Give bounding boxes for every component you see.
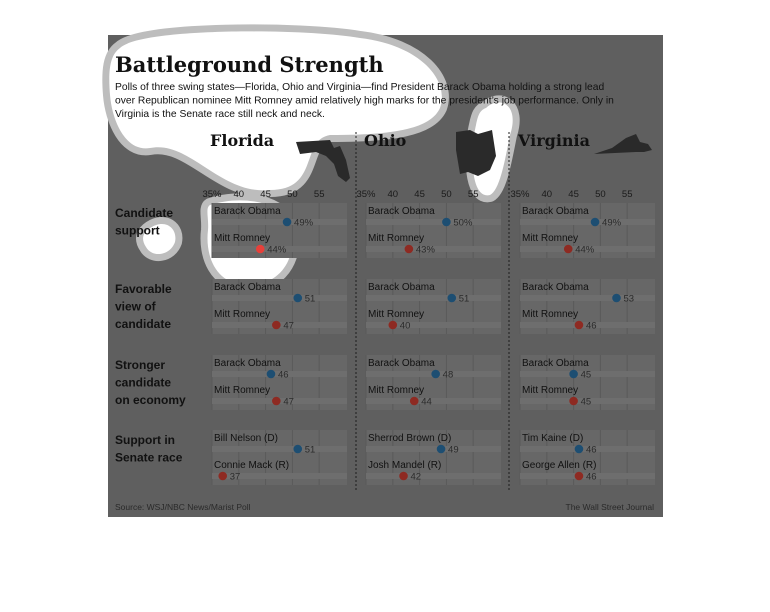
tick-label: 40 <box>541 189 553 200</box>
candidate-name: Mitt Romney <box>368 233 425 244</box>
track-bar <box>366 219 501 225</box>
state-heading: Virginia <box>518 131 590 150</box>
data-point <box>575 445 584 454</box>
tick-label: 55 <box>467 189 479 200</box>
value-label: 47 <box>283 320 294 332</box>
ohio-map-icon <box>456 130 496 176</box>
value-label: 49% <box>602 217 622 229</box>
track-bar <box>212 295 347 301</box>
tick-label: 35% <box>356 189 376 200</box>
tick-label: 55 <box>313 189 325 200</box>
track-bar <box>366 322 501 328</box>
data-point <box>575 472 584 481</box>
candidate-name: Mitt Romney <box>214 233 271 244</box>
state-heading: Ohio <box>364 131 407 150</box>
track-bar <box>212 446 347 452</box>
candidate-name: Barack Obama <box>368 206 435 217</box>
value-label: 45 <box>580 396 592 408</box>
value-label: 49% <box>294 217 314 229</box>
state-heading: Florida <box>210 131 275 150</box>
chart-subtitle: Polls of three swing states—Florida, Ohio and Virginia—find President Barack Obama holding a strong lead over Republican nominee Mitt Romney amid relatively high marks for the president’s job performance. Only in Virginia is the Senate race still neck and neck. <box>115 82 614 120</box>
track-bar <box>366 295 501 301</box>
tick-label: 45 <box>260 189 271 200</box>
tick-label: 50 <box>287 189 298 200</box>
track-bar <box>366 398 501 404</box>
candidate-name: Barack Obama <box>368 282 435 293</box>
data-point <box>564 245 573 254</box>
candidate-name: Mitt Romney <box>214 309 271 320</box>
data-point <box>447 294 456 303</box>
tick-label: 40 <box>387 189 399 200</box>
value-label: 51 <box>458 293 470 305</box>
candidate-name: Barack Obama <box>214 206 281 217</box>
value-label: 44% <box>575 244 595 256</box>
value-label: 51 <box>304 293 316 305</box>
candidate-name: Connie Mack (R) <box>214 460 290 471</box>
track-bar <box>520 219 655 225</box>
metric-label: candidate <box>115 375 172 390</box>
candidate-name: Mitt Romney <box>522 385 579 396</box>
data-point <box>399 472 408 481</box>
data-point <box>612 294 621 303</box>
metric-label: Senate race <box>115 450 183 465</box>
candidate-name: Barack Obama <box>214 358 281 369</box>
candidate-name: Josh Mandel (R) <box>368 460 442 471</box>
tick-label: 35% <box>202 189 222 200</box>
data-point <box>431 370 440 379</box>
candidate-name: Barack Obama <box>522 358 589 369</box>
data-point <box>405 245 414 254</box>
tick-label: 45 <box>414 189 425 200</box>
metric-label: support <box>115 223 160 238</box>
metric-label: Favorable <box>115 282 172 296</box>
tick-label: 55 <box>621 189 633 200</box>
candidate-name: Barack Obama <box>522 282 589 293</box>
value-label: 44 <box>421 396 432 408</box>
value-label: 48 <box>442 369 454 381</box>
value-label: 46 <box>277 369 289 381</box>
metric-label: Stronger <box>115 358 166 372</box>
candidate-name: Barack Obama <box>368 358 435 369</box>
track-bar <box>366 473 501 479</box>
value-label: 53 <box>623 293 635 305</box>
data-point <box>569 370 578 379</box>
metric-label: candidate <box>115 317 172 331</box>
value-label: 45 <box>580 369 592 381</box>
data-point <box>256 245 265 254</box>
tick-label: 50 <box>595 189 606 200</box>
value-label: 44% <box>267 244 287 256</box>
track-bar <box>212 219 347 225</box>
candidate-name: Barack Obama <box>522 206 589 217</box>
candidate-name: Mitt Romney <box>214 385 271 396</box>
data-point <box>218 472 227 481</box>
data-point <box>283 218 292 227</box>
candidate-name: Mitt Romney <box>368 385 425 396</box>
value-label: 40 <box>399 320 411 332</box>
data-point <box>442 218 451 227</box>
data-point <box>272 321 281 330</box>
candidate-name: George Allen (R) <box>522 460 597 471</box>
data-point <box>437 445 446 454</box>
candidate-name: Mitt Romney <box>522 309 579 320</box>
tick-label: 35% <box>510 189 530 200</box>
data-point <box>591 218 600 227</box>
tick-label: 45 <box>568 189 579 200</box>
value-label: 37 <box>229 471 241 483</box>
value-label: 42 <box>410 471 422 483</box>
chart-title: Battleground Strength <box>115 52 384 77</box>
metric-label: Candidate <box>115 206 174 220</box>
track-bar <box>366 446 501 452</box>
value-label: 51 <box>304 444 316 456</box>
candidate-name: Tim Kaine (D) <box>522 433 584 444</box>
metric-label: on economy <box>115 393 186 407</box>
source-note: Source: WSJ/NBC News/Marist Poll <box>115 502 251 512</box>
tick-label: 50 <box>441 189 452 200</box>
candidate-name: Bill Nelson (D) <box>214 433 278 444</box>
data-point <box>575 321 584 330</box>
candidate-name: Mitt Romney <box>368 309 425 320</box>
data-point <box>569 397 578 406</box>
candidate-name: Sherrod Brown (D) <box>368 433 452 444</box>
value-label: 49 <box>448 444 459 456</box>
track-bar <box>520 295 655 301</box>
data-point <box>410 397 419 406</box>
credit-note: The Wall Street Journal <box>565 502 654 512</box>
metric-label: Support in <box>115 433 175 447</box>
value-label: 47 <box>283 396 294 408</box>
value-label: 46 <box>585 444 597 456</box>
data-point <box>293 445 302 454</box>
value-label: 43% <box>415 244 435 256</box>
data-point <box>272 397 281 406</box>
candidate-name: Mitt Romney <box>522 233 579 244</box>
data-point <box>267 370 276 379</box>
value-label: 46 <box>585 320 597 332</box>
tick-label: 40 <box>233 189 245 200</box>
metric-label: view of <box>115 299 156 314</box>
data-point <box>389 321 398 330</box>
data-point <box>293 294 302 303</box>
candidate-name: Barack Obama <box>214 282 281 293</box>
value-label: 50% <box>453 217 473 229</box>
value-label: 46 <box>585 471 597 483</box>
